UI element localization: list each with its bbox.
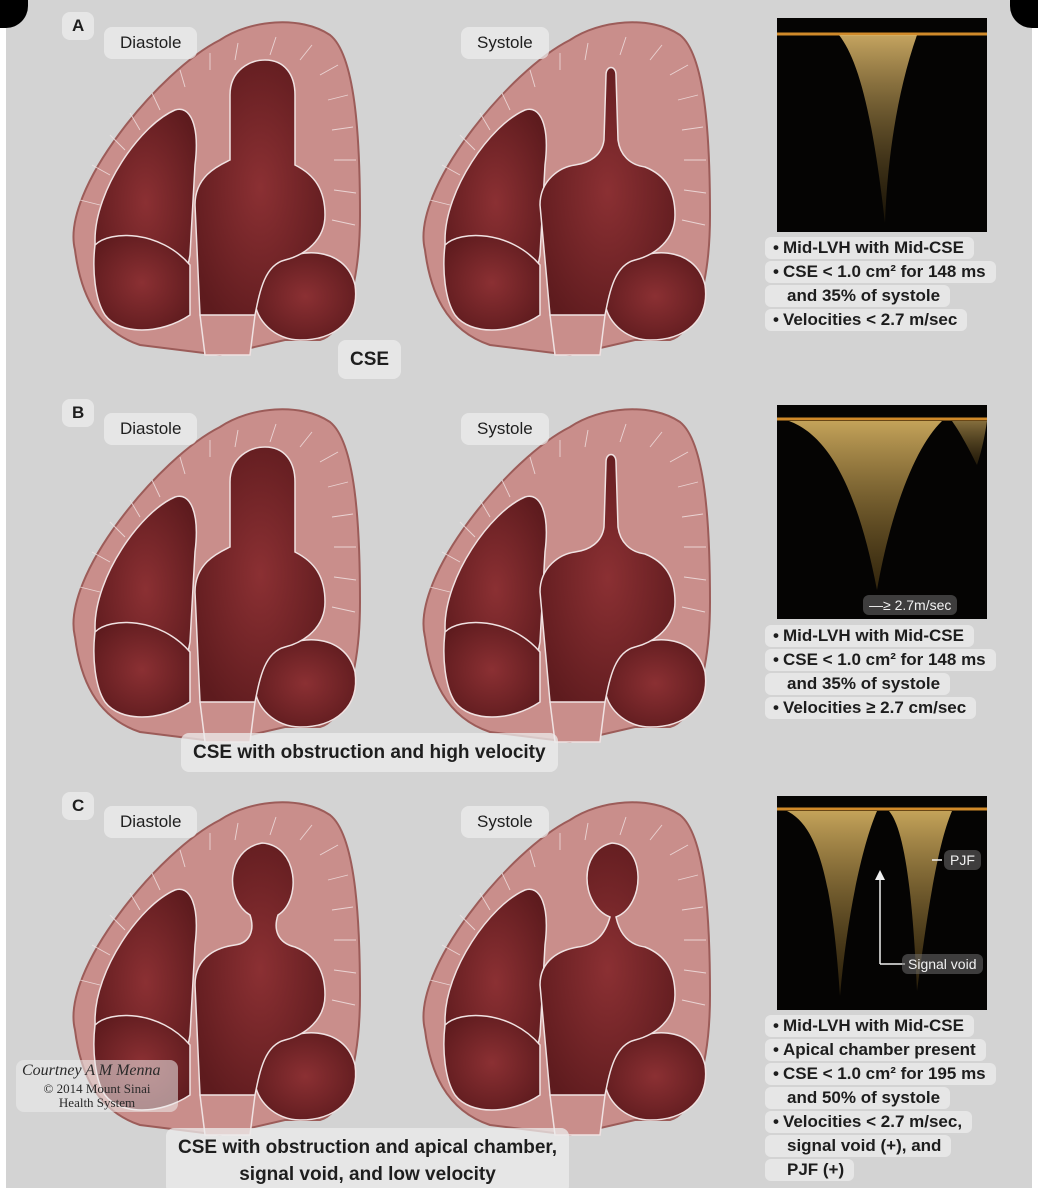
findings-list: • Mid-LVH with Mid-CSE • CSE < 1.0 cm² for 148 ms and 35% of systole • Velocities < 2.7 m/sec (765, 237, 996, 333)
finding: Mid-LVH with Mid-CSE (782, 238, 964, 257)
finding: Velocities < 2.7 m/sec (782, 310, 958, 329)
systole-label: Systole (461, 413, 549, 445)
systole-label: Systole (461, 27, 549, 59)
doppler-trace (777, 405, 987, 619)
heart-systole-diagram (390, 795, 730, 1140)
panel-letter: B (62, 399, 94, 427)
finding: Apical chamber present (782, 1040, 976, 1059)
bottom-edge (0, 1188, 1038, 1200)
panel-letter: C (62, 792, 94, 820)
finding: Velocities < 2.7 m/sec, (782, 1112, 963, 1131)
finding: Velocities ≥ 2.7 cm/sec (782, 698, 967, 717)
finding: CSE < 1.0 cm² for 148 ms (782, 650, 986, 669)
finding: Mid-LVH with Mid-CSE (782, 626, 964, 645)
panel-caption: CSE (338, 340, 401, 379)
panel-letter: A (62, 12, 94, 40)
finding: and 50% of systole (787, 1088, 941, 1107)
findings-list: • Mid-LVH with Mid-CSE • Apical chamber present • CSE < 1.0 cm² for 195 ms and 50% of systole • Velocities < 2.7 m/sec, signal void (+), and PJF (+) (765, 1015, 996, 1183)
doppler-trace (777, 18, 987, 232)
systole-label: Systole (461, 806, 549, 838)
heart-systole-diagram (390, 402, 730, 747)
artist-signature: Courtney A M Menna (22, 1062, 161, 1079)
panel-caption (166, 1128, 569, 1194)
doppler-trace (777, 796, 987, 1010)
finding: CSE < 1.0 cm² for 195 ms (782, 1064, 986, 1083)
diastole-label: Diastole (104, 806, 197, 838)
diastole-label: Diastole (104, 413, 197, 445)
panel-caption: CSE with obstruction and high velocity (181, 733, 558, 772)
finding: PJF (+) (787, 1160, 845, 1179)
heart-diastole-diagram (40, 402, 380, 747)
finding: and 35% of systole (787, 286, 941, 305)
heart-systole-diagram (390, 15, 730, 360)
pjf-label: PJF (944, 850, 981, 870)
copyright-line: © 2014 Mount Sinai (43, 1081, 151, 1096)
finding: signal void (+), and (787, 1136, 942, 1155)
caption-line-1: CSE with obstruction and apical chamber, (178, 1137, 558, 1158)
finding: and 35% of systole (787, 674, 941, 693)
signal-void-label: Signal void (902, 954, 983, 974)
copyright-owner: Health System (58, 1095, 136, 1110)
findings-list: • Mid-LVH with Mid-CSE • CSE < 1.0 cm² for 148 ms and 35% of systole • Velocities ≥ 2.7 cm/sec (765, 625, 996, 721)
finding: Mid-LVH with Mid-CSE (782, 1016, 964, 1035)
caption-line-2: signal void, and low velocity (239, 1164, 496, 1185)
velocity-marker-label: —≥ 2.7m/sec (863, 595, 957, 615)
diastole-label: Diastole (104, 27, 197, 59)
heart-diastole-diagram (40, 15, 380, 360)
copyright-credit (16, 1060, 178, 1112)
finding: CSE < 1.0 cm² for 148 ms (782, 262, 986, 281)
